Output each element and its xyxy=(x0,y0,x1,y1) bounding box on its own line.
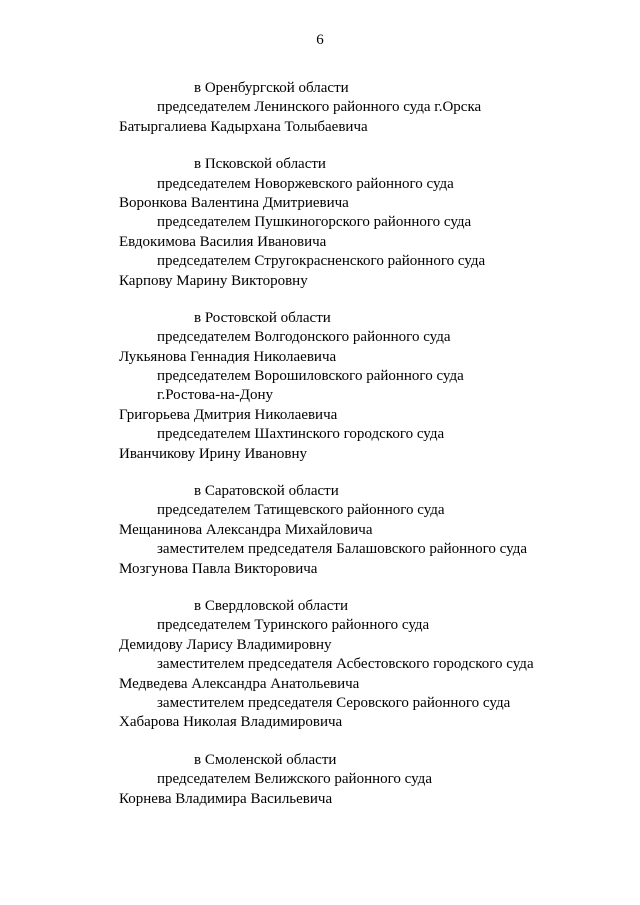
position-title: председателем Волгодонского районного суда xyxy=(157,329,451,346)
person-name: Карпову Марину Викторовну xyxy=(119,272,308,289)
person-name: Демидову Ларису Владимировну xyxy=(119,636,332,653)
region-section xyxy=(0,751,640,809)
region-heading: в Саратовской области xyxy=(194,483,339,500)
region-heading: в Ростовской области xyxy=(194,309,331,326)
person-name: Лукьянова Геннадия Николаевича xyxy=(119,348,337,365)
person-name: Григорьева Дмитрия Николаевича xyxy=(119,406,338,423)
person-name: Евдокимова Василия Ивановича xyxy=(119,233,327,250)
person-name: Мозгунова Павла Викторовича xyxy=(119,560,318,577)
position-title: заместителем председателя Балашовского районного суда xyxy=(157,541,527,558)
position-title: председателем Ленинского районного суда г.Орска xyxy=(157,99,482,116)
page-number: 6 xyxy=(316,32,324,48)
region-section xyxy=(0,597,640,733)
appointments-list xyxy=(0,79,640,827)
position-title: председателем Велижского районного суда xyxy=(157,771,432,788)
position-title: председателем Ворошиловского районного суда xyxy=(157,368,464,385)
region-section xyxy=(0,79,640,137)
position-title: председателем Стругокрасненского районного суда xyxy=(157,253,486,270)
position-title: г.Ростова-на-Дону xyxy=(157,387,274,404)
region-heading: в Оренбургской области xyxy=(194,80,349,96)
position-title: заместителем председателя Серовского районного суда xyxy=(157,694,511,711)
region-heading: в Свердловской области xyxy=(194,597,349,614)
person-name: Мещанинова Александра Михайловича xyxy=(119,521,373,538)
person-name: Иванчикову Ирину Ивановну xyxy=(119,445,307,462)
position-title: заместителем председателя Асбестовского городского суда xyxy=(157,656,534,673)
region-heading: в Смоленской области xyxy=(194,751,337,768)
position-title: председателем Новоржевского районного суда xyxy=(157,175,454,192)
region-heading: в Псковской области xyxy=(194,156,326,173)
position-title: председателем Шахтинского городского суда xyxy=(157,426,445,443)
position-title: председателем Туринского районного суда xyxy=(157,617,430,634)
person-name: Батыргалиева Кадырхана Толыбаевича xyxy=(119,118,368,135)
person-name: Медведева Александра Анатольевича xyxy=(119,675,360,692)
position-title: председателем Пушкиногорского районного суда xyxy=(157,214,472,231)
region-section xyxy=(0,482,640,579)
person-name: Хабарова Николая Владимировича xyxy=(119,714,343,731)
person-name: Воронкова Валентина Дмитриевича xyxy=(119,194,349,211)
person-name: Корнева Владимира Васильевича xyxy=(119,790,333,807)
region-section xyxy=(0,155,640,291)
region-section xyxy=(0,309,640,464)
position-title: председателем Татищевского районного суда xyxy=(157,502,445,519)
